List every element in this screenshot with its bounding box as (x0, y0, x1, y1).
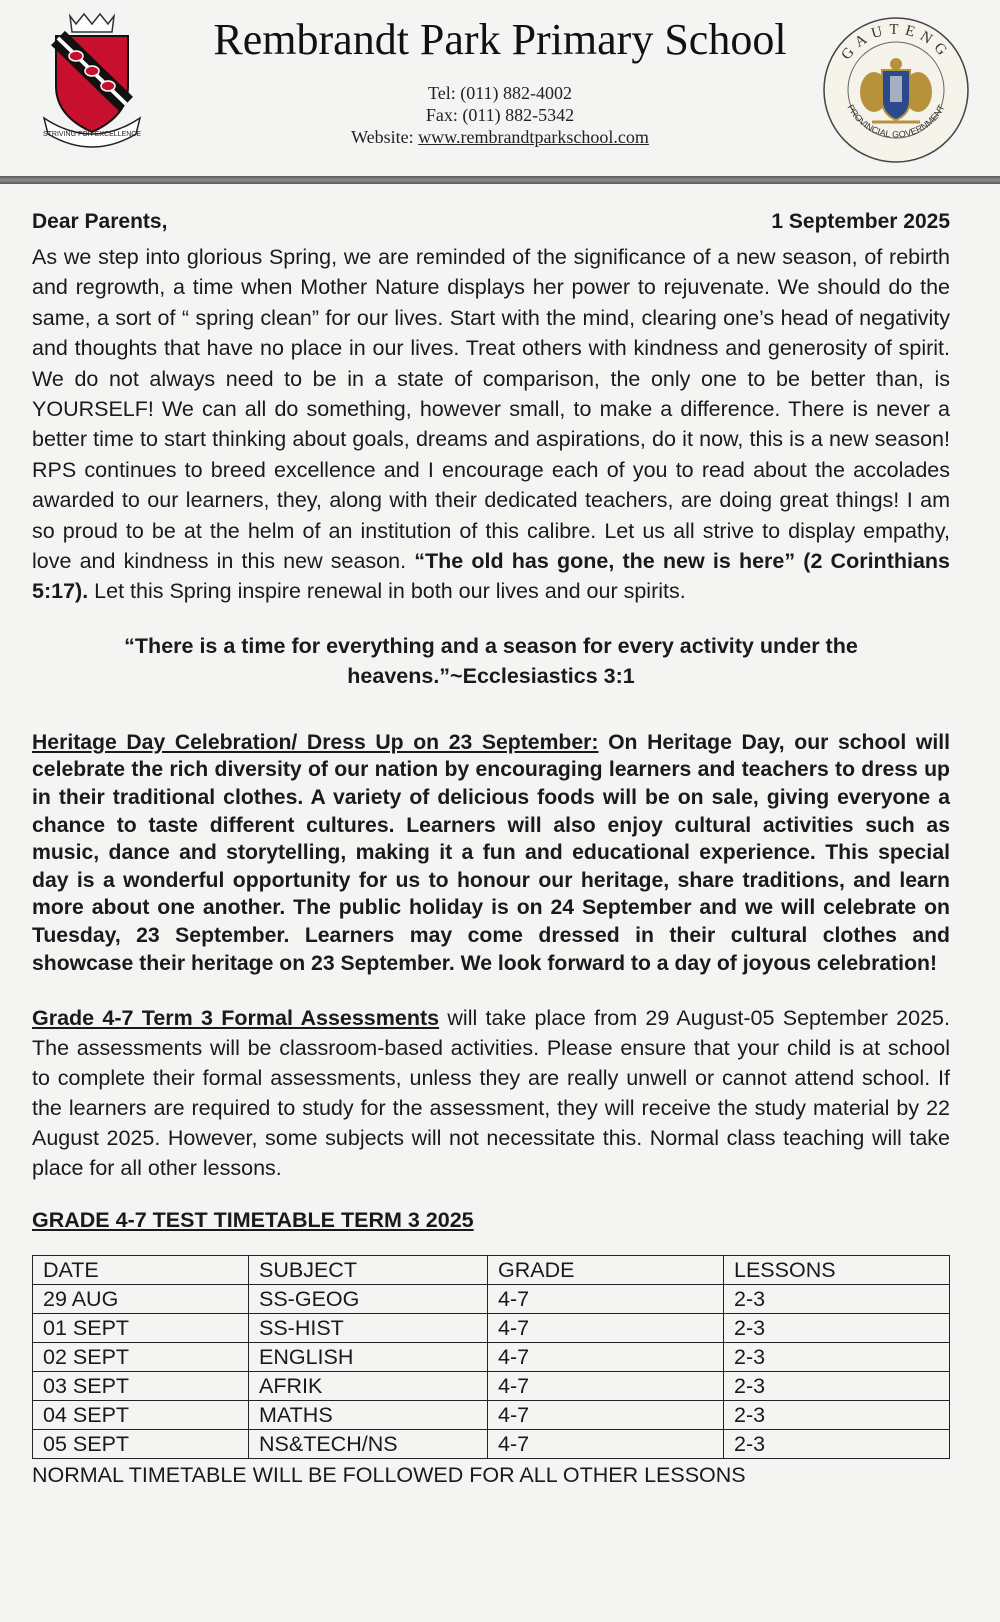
cell-lessons: 2-3 (724, 1401, 950, 1430)
scripture-quote: “There is a time for everything and a season for every activity under the heavens.”~Ecclesiastics 3:1 (124, 633, 858, 688)
cell-date: 05 SEPT (33, 1430, 249, 1459)
school-name: Rembrandt Park Primary School (213, 15, 787, 64)
cell-date: 03 SEPT (33, 1372, 249, 1401)
table-row (33, 1285, 950, 1314)
cell-subject: SS-GEOG (249, 1285, 488, 1314)
intro-scripture: “The old has gone, the new is here” (2 Corinthians 5:17). (32, 549, 951, 604)
cell-subject: MATHS (249, 1401, 488, 1430)
cell-date: 29 AUG (33, 1285, 249, 1314)
website-label: Website: (351, 127, 414, 147)
header-lessons: LESSONS (724, 1256, 950, 1285)
school-crest-icon (36, 10, 148, 150)
table-row (33, 1343, 950, 1372)
table-row (33, 1372, 950, 1401)
seal-bottom-text: PROVINCIAL GOVERNMENT (845, 102, 947, 140)
contact-block (200, 82, 800, 148)
gauteng-seal-icon (820, 14, 972, 166)
cell-subject: ENGLISH (249, 1343, 488, 1372)
cell-lessons: 2-3 (724, 1343, 950, 1372)
assessment-body: will take place from 29 August-05 September 2025. The assessments will be classroom-based activities. Please ensure that your child is at school to complete their formal assessments, unless they are really unwell or cannot attend school. If the learners are required to study for the assessment, they will receive the study material by 22 August 2025. However, some subjects will not necessitate this. Normal class teaching will take place for all other lessons. (32, 1006, 950, 1181)
cell-subject: NS&TECH/NS (249, 1430, 488, 1459)
cell-grade: 4-7 (488, 1401, 724, 1430)
tel-line: Tel: (011) 882-4002 (427, 83, 573, 103)
seal-top-text: GAUTENG (838, 21, 954, 64)
cell-grade: 4-7 (488, 1372, 724, 1401)
timetable-title: GRADE 4-7 TEST TIMETABLE TERM 3 2025 (32, 1208, 474, 1233)
header-divider (0, 176, 1000, 184)
timetable-note: NORMAL TIMETABLE WILL BE FOLLOWED FOR ALL OTHER LESSONS (32, 1463, 746, 1488)
cell-subject: SS-HIST (249, 1314, 488, 1343)
letterhead (0, 0, 1000, 176)
heritage-paragraph (32, 729, 950, 977)
letter-date: 1 September 2025 (771, 210, 950, 233)
cell-date: 01 SEPT (33, 1314, 249, 1343)
table-row (33, 1401, 950, 1430)
cell-date: 04 SEPT (33, 1401, 249, 1430)
crest-motto: STRIVING FOR EXCELLENCE (42, 131, 142, 138)
cell-grade: 4-7 (488, 1430, 724, 1459)
assessment-paragraph (32, 1003, 950, 1183)
cell-grade: 4-7 (488, 1285, 724, 1314)
intro-paragraph (32, 242, 950, 607)
letter-body (32, 206, 950, 1489)
website-line (200, 126, 800, 148)
cell-lessons: 2-3 (724, 1285, 950, 1314)
table-row (33, 1314, 950, 1343)
timetable-table (32, 1255, 950, 1459)
header-date: DATE (33, 1256, 249, 1285)
fax-line: Fax: (011) 882-5342 (425, 105, 575, 125)
header-grade: GRADE (488, 1256, 724, 1285)
cell-subject: AFRIK (249, 1372, 488, 1401)
intro-closing: Let this Spring inspire renewal in both our lives and our spirits. (94, 579, 686, 604)
cell-date: 02 SEPT (33, 1343, 249, 1372)
salutation: Dear Parents, (32, 210, 168, 233)
assessment-heading: Grade 4-7 Term 3 Formal Assessments (32, 1006, 440, 1031)
heritage-heading: Heritage Day Celebration/ Dress Up on 23 September: (32, 730, 599, 754)
greeting-row (32, 206, 950, 238)
cell-grade: 4-7 (488, 1314, 724, 1343)
table-header-row (33, 1256, 950, 1285)
cell-grade: 4-7 (488, 1343, 724, 1372)
header-subject: SUBJECT (249, 1256, 488, 1285)
table-row (33, 1430, 950, 1459)
website-link[interactable]: www.rembrandtparkschool.com (418, 127, 649, 147)
heritage-body: On Heritage Day, our school will celebrate the rich diversity of our nation by encouraging learners and teachers to dress up in their traditional clothes. A variety of delicious foods will be on sale, giving everyone a chance to taste different cultures. Learners will also enjoy cultural activities such as music, dance and storytelling, making it a fun and educational experience. This special day is a wonderful opportunity for us to honour our heritage, share traditions, and learn more about one another. The public holiday is on 24 September and we will celebrate on Tuesday, 23 September. Learners may come dressed in their cultural clothes and showcase their heritage on 23 September. We look forward to a day of joyous celebration! (32, 730, 950, 975)
cell-lessons: 2-3 (724, 1314, 950, 1343)
cell-lessons: 2-3 (724, 1430, 950, 1459)
intro-text: As we step into glorious Spring, we are reminded of the significance of a new season, of rebirth and regrowth, a time when Mother Nature displays her power to rejuvenate. We should do the same, a sort of “ spring clean” for our lives. Start with the mind, clearing one’s head of negativity and thoughts that have no place in our lives. Treat others with kindness and generosity of spirit. We do not always need to be in a state of comparison, the only one to be better than, is YOURSELF! We can all do something, however small, to make a difference. There is never a better time to start thinking about goals, dreams and aspirations, do it now, this is a new season! RPS continues to breed excellence and I encourage each of you to read about the accolades awarded to our learners, they, along with their dedicated teachers, are doing great things! I am so proud to be at the helm of an institution of this calibre. Let us all strive to display empathy, love and kindness in this new season. (32, 245, 950, 574)
cell-lessons: 2-3 (724, 1372, 950, 1401)
